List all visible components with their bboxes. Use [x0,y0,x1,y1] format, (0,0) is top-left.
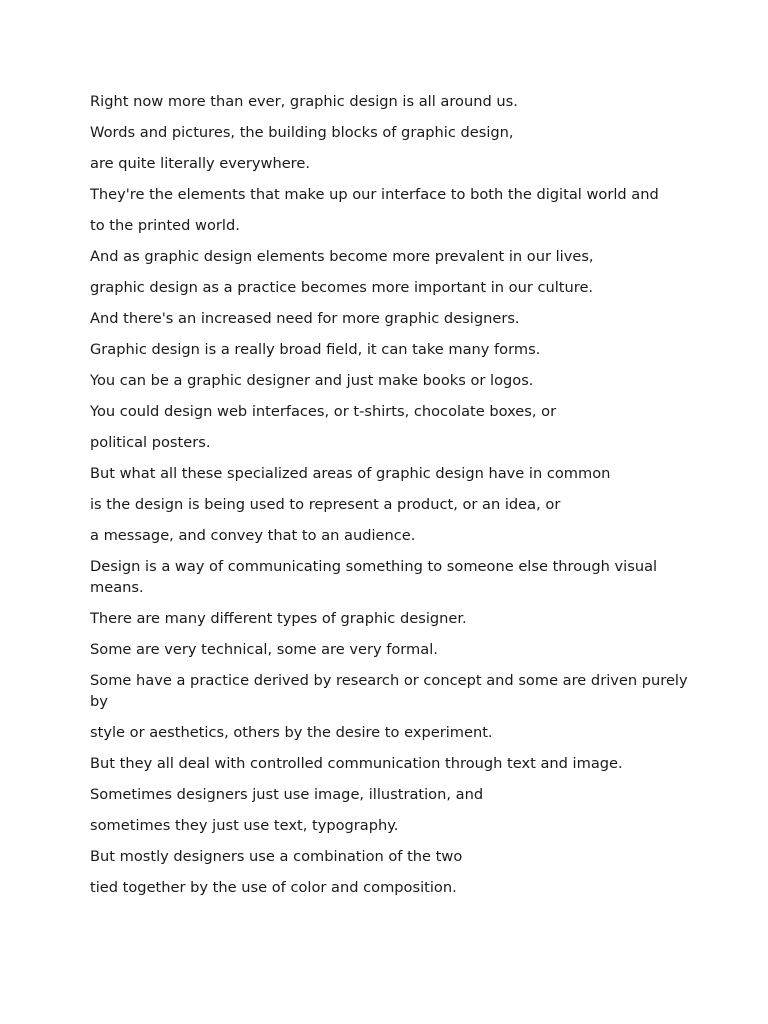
paragraph: graphic design as a practice becomes more important in our culture. [90,279,594,296]
paragraph: Graphic design is a really broad field, it can take many forms. [90,341,541,358]
paragraph: to the printed world. [90,217,240,234]
paragraph: Some have a practice derived by research or concept and some are driven purely by [90,672,688,710]
paragraph: is the design is being used to represent a product, or an idea, or [90,496,561,513]
paragraph: Sometimes designers just use image, illustration, and [90,786,484,803]
paragraph: You can be a graphic designer and just make books or logos. [90,372,534,389]
paragraph: political posters. [90,434,211,451]
paragraph: style or aesthetics, others by the desire to experiment. [90,724,493,741]
paragraph: Words and pictures, the building blocks of graphic design, [90,124,514,141]
paragraph: And as graphic design elements become more prevalent in our lives, [90,248,594,265]
paragraph: sometimes they just use text, typography. [90,817,399,834]
paragraph: tied together by the use of color and composition. [90,879,457,896]
paragraph: Some are very technical, some are very formal. [90,641,438,658]
paragraph: are quite literally everywhere. [90,155,310,172]
transcript-text [90,91,690,908]
paragraph: And there's an increased need for more graphic designers. [90,310,520,327]
paragraph: Design is a way of communicating something to someone else through visual means. [90,558,658,596]
paragraph: Right now more than ever, graphic design is all around us. [90,93,518,110]
paragraph: But they all deal with controlled communication through text and image. [90,755,623,772]
paragraph: They're the elements that make up our interface to both the digital world and [90,186,659,203]
paragraph: a message, and convey that to an audience. [90,527,416,544]
paragraph: You could design web interfaces, or t-shirts, chocolate boxes, or [90,403,557,420]
paragraph: But what all these specialized areas of graphic design have in common [90,465,611,482]
paragraph: There are many different types of graphic designer. [90,610,467,627]
paragraph: But mostly designers use a combination of the two [90,848,463,865]
